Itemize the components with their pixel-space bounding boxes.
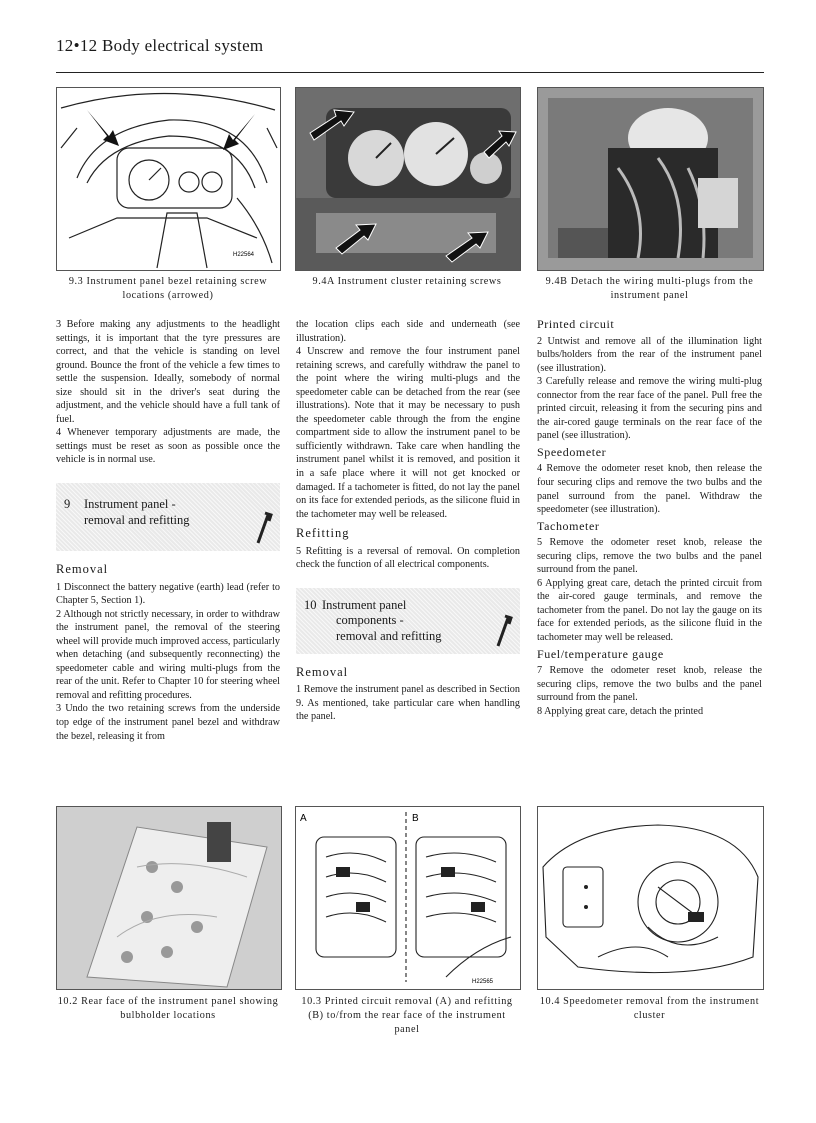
paragraph: 3 Carefully release and remove the wiring multi-plug connector from the rear face of the panel. Pull free the printed circuit, releasing it from the securing pins and the air-cored gauge terminals on the rear face of the panel (see illustration). bbox=[537, 376, 762, 442]
section-number: 9 bbox=[64, 497, 71, 512]
section-title bbox=[84, 497, 190, 528]
paragraph: 8 Applying great care, detach the printed bbox=[537, 705, 704, 717]
figure-10-3 bbox=[295, 806, 521, 990]
caption-10-3: 10.3 Printed circuit removal (A) and refitting (B) to/from the rear face of the instrument panel bbox=[301, 996, 513, 1035]
header-rule bbox=[56, 72, 764, 73]
paragraph: 7 Remove the odometer reset knob, release the securing clips, remove the two bulbs and the panel surround from the panel. bbox=[537, 665, 762, 704]
caption-9-4b: 9.4B Detach the wiring multi-plugs from the instrument panel bbox=[545, 276, 754, 301]
figure-10-4 bbox=[537, 806, 764, 990]
subheading-printed-circuit: Printed circuit bbox=[537, 317, 615, 331]
paragraph: 3 Before making any adjustments to the headlight settings, it is important that the tyre pressures are correct, and that the vehicle is standing on level ground. Bounce the front of the vehicle a few times to settle the suspension. Ideally, somebody of normal size should sit in the driver's seat during the adjustment, and the vehicle should have a full tank of fuel. bbox=[56, 319, 280, 425]
paragraph: 1 Remove the instrument panel as described in Section 9. As mentioned, take particular care when handling the panel. bbox=[296, 684, 520, 723]
section-title bbox=[322, 598, 442, 645]
subheading-refitting: Refitting bbox=[296, 526, 350, 541]
figure-code: H22564 bbox=[233, 252, 255, 258]
section-title-line: components - bbox=[336, 613, 404, 628]
section-heading-9 bbox=[56, 483, 280, 551]
subheading-speedometer: Speedometer bbox=[537, 444, 607, 459]
caption-10-2: 10.2 Rear face of the instrument panel showing bulbholder locations bbox=[57, 996, 279, 1021]
paragraph: 4 Unscrew and remove the four instrument panel retaining screws, and carefully withdraw the panel to the point where the wiring multi-plugs and the speedometer cable can be detached from the rear (see illustrations). Note that it may be necessary to push the speedometer cable through the from the engine compartment side to allow the instrument panel to be sufficiently withdrawn. Take care when handling the instrument panel whilst it is removed, and position it in a safe place where it will not get knocked or damaged. If a tachometer is fitted, do not lay the panel on its face for extended periods, as the silicone fluid in the tachometer may well be released. bbox=[296, 346, 520, 520]
caption-9-3: 9.3 Instrument panel bezel retaining screw locations (arrowed) bbox=[68, 276, 268, 301]
instrument-cluster-photo bbox=[296, 88, 520, 270]
text-column-1 bbox=[56, 318, 280, 743]
label-a: A bbox=[300, 813, 307, 824]
paragraph: 2 Although not strictly necessary, in order to withdraw the instrument panel, the removal of the steering wheel will provide much improved access, particularly when detaching (and subsequently reconnecting) the speedometer cable and wiring multi-plugs from the rear of the unit. Refer to Chapter 10 for steering wheel removal and refitting procedures. bbox=[56, 608, 280, 701]
section-title-line: Instrument panel - bbox=[84, 497, 176, 512]
panel-rear-photo bbox=[57, 807, 281, 989]
caption-9-4a: 9.4A Instrument cluster retaining screws bbox=[312, 276, 502, 287]
paragraph: 6 Applying great care, detach the printed circuit from the air-cored gauge terminals, and remove the tachometer from the panel. Do not lay the gauge on its face for extended periods, as the silicone fluid in the tachometer may well be released. bbox=[537, 577, 762, 644]
paragraph: 5 Refitting is a reversal of removal. On completion check the function of all electrical components. bbox=[296, 545, 520, 571]
figure-9-4b bbox=[537, 87, 764, 271]
paragraph: 4 Whenever temporary adjustments are made, the settings must be reset as soon as possible once the vehicle is in normal use. bbox=[56, 427, 280, 466]
label-b: B bbox=[412, 813, 419, 824]
paragraph: 3 Undo the two retaining screws from the underside top edge of the instrument panel bezel and withdraw the bezel, releasing it from bbox=[56, 703, 280, 742]
text-column-2 bbox=[296, 318, 520, 724]
section-heading-10 bbox=[296, 588, 520, 654]
speedometer-line-drawing bbox=[538, 807, 763, 989]
paragraph: 2 Untwist and remove all of the illumination light bulbs/holders from the rear of the instrument panel (see illustration). bbox=[537, 335, 762, 374]
wrench-difficulty-icon bbox=[254, 507, 274, 545]
printed-circuit-line-drawing bbox=[296, 807, 520, 989]
page-header: 12•12 Body electrical system bbox=[56, 36, 264, 55]
section-title-line: Instrument panel bbox=[322, 597, 407, 612]
figure-9-4a bbox=[295, 87, 521, 271]
paragraph: 5 Remove the odometer reset knob, release the securing clips, remove the two bulbs and the panel surround from the panel. bbox=[537, 537, 762, 576]
subheading-removal: Removal bbox=[296, 664, 349, 679]
figure-10-2 bbox=[56, 806, 282, 990]
subheading-fuel-temperature-gauge: Fuel/temperature gauge bbox=[537, 646, 664, 661]
paragraph: the location clips each side and underneath (see illustration). bbox=[296, 319, 520, 344]
section-number: 10 bbox=[304, 597, 317, 612]
caption-10-4: 10.4 Speedometer removal from the instrument cluster bbox=[539, 996, 760, 1021]
wrench-difficulty-icon bbox=[494, 610, 514, 648]
figure-code: H22565 bbox=[472, 979, 494, 985]
wiring-plugs-photo bbox=[538, 88, 763, 270]
dashboard-line-drawing bbox=[57, 88, 280, 270]
text-column-3 bbox=[537, 318, 762, 718]
section-title-line: removal and refitting bbox=[336, 628, 442, 643]
paragraph: 1 Disconnect the battery negative (earth) lead (refer to Chapter 5, Section 1). bbox=[56, 581, 280, 607]
paragraph: 4 Remove the odometer reset knob, then release the four securing clips and remove the two bulbs and the panel surround from the panel. Withdraw the speedometer (see illustration). bbox=[537, 463, 762, 516]
subheading-removal: Removal bbox=[56, 562, 109, 577]
section-title-line: removal and refitting bbox=[84, 512, 190, 527]
figure-9-3 bbox=[56, 87, 281, 271]
subheading-tachometer: Tachometer bbox=[537, 518, 600, 533]
